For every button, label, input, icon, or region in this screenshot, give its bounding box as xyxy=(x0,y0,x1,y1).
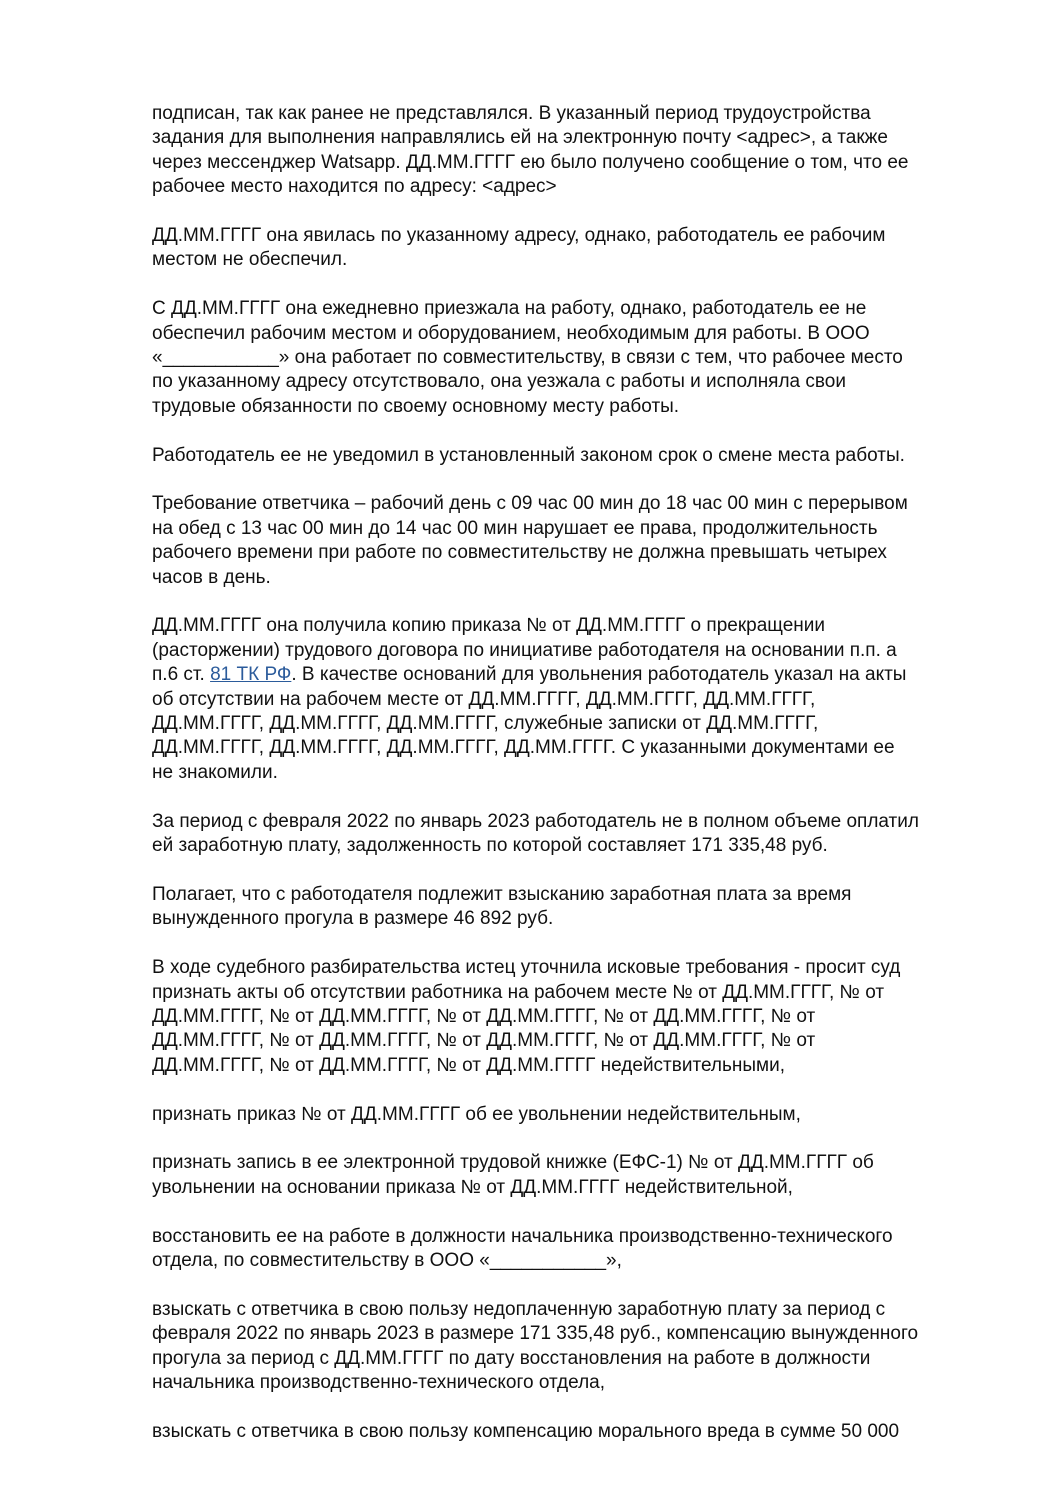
text-line: об отсутствии на рабочем месте от ДД.ММ.ГГГГ, ДД.ММ.ГГГГ, ДД.ММ.ГГГГ, xyxy=(152,688,816,710)
text-line: ДД.ММ.ГГГГ, № от ДД.ММ.ГГГГ, № от ДД.ММ.ГГГГ недействительными, xyxy=(152,1054,785,1076)
text-line: не знакомили. xyxy=(152,761,278,783)
text-line: взыскать с ответчика в свою пользу недоплаченную заработную плату за период с xyxy=(152,1298,886,1320)
paragraph-forced-absence xyxy=(152,883,992,932)
text-line: ДД.ММ.ГГГГ, ДД.ММ.ГГГГ, ДД.ММ.ГГГГ, ДД.ММ.ГГГГ. С указанными документами ее xyxy=(152,737,895,759)
text-line: прогула за период с ДД.ММ.ГГГГ по дату восстановления на работе в должности xyxy=(152,1347,871,1369)
text-line: восстановить ее на работе в должности начальника производственно-технического xyxy=(152,1225,893,1247)
text-line: часов в день. xyxy=(152,566,271,588)
text-line: (расторжении) трудового договора по инициативе работодателя на основании п.п. а xyxy=(152,639,897,661)
text-line: «___________» она работает по совместительству, в связи с тем, что рабочее место xyxy=(152,347,903,369)
text-line: Работодатель ее не уведомил в установленный законом срок о смене места работы. xyxy=(152,444,905,466)
text-line: В ходе судебного разбирательства истец уточнила исковые требования - просит суд xyxy=(152,957,901,979)
text-line: За период с февраля 2022 по январь 2023 работодатель не в полном объеме оплатил xyxy=(152,810,919,832)
text-line: трудовые обязанности по своему основному месту работы. xyxy=(152,395,680,417)
paragraph-arrival xyxy=(152,224,992,273)
text-line: февраля 2022 по январь 2023 в размере 171 335,48 руб., компенсацию вынужденного xyxy=(152,1323,919,1345)
text-line: подписан, так как ранее не представлялся. В указанный период трудоустройства xyxy=(152,103,871,124)
text-line: ДД.ММ.ГГГГ, ДД.ММ.ГГГГ, ДД.ММ.ГГГГ, служебные записки от ДД.ММ.ГГГГ, xyxy=(152,713,819,735)
paragraph-reinstate xyxy=(152,1225,992,1274)
paragraph-clarified-claims xyxy=(152,956,992,1078)
text-line: Требование ответчика – рабочий день с 09 час 00 мин до 18 час 00 мин с перерывом xyxy=(152,493,908,515)
text-line: Полагает, что с работодателя подлежит взысканию заработная плата за время xyxy=(152,883,852,905)
text-line: местом не обеспечил. xyxy=(152,249,348,271)
text-line: рабочего времени при работе по совместительству не должна превышать четырех xyxy=(152,542,887,564)
paragraph-salary-debt xyxy=(152,810,992,859)
text-line: задания для выполнения направлялись ей на электронную почту <адрес>, а также xyxy=(152,127,888,149)
text-line: рабочее место находится по адресу: <адрес> xyxy=(152,176,557,198)
text-line-suffix: . В качестве оснований для увольнения работодатель указал на акты xyxy=(291,664,907,686)
paragraph-working-hours xyxy=(152,492,992,590)
text-line: С ДД.ММ.ГГГГ она ежедневно приезжала на работу, однако, работодатель ее не xyxy=(152,298,867,320)
text-line: по указанному адресу отсутствовало, она уезжала с работы и исполняла свои xyxy=(152,371,846,393)
text-line: ДД.ММ.ГГГГ, № от ДД.ММ.ГГГГ, № от ДД.ММ.ГГГГ, № от ДД.ММ.ГГГГ, № от xyxy=(152,1005,816,1027)
text-line: ДД.ММ.ГГГГ она явилась по указанному адресу, однако, работодатель ее рабочим xyxy=(152,225,886,247)
paragraph-invalidate-record xyxy=(152,1151,992,1200)
law-article-link[interactable]: 81 ТК РФ xyxy=(210,664,292,686)
text-line: обеспечил рабочим местом и оборудованием, необходимым для работы. В ООО xyxy=(152,322,870,344)
text-line: признать приказ № от ДД.ММ.ГГГГ об ее увольнении недействительным, xyxy=(152,1103,801,1125)
text-line: отдела, по совместительству в ООО «___________», xyxy=(152,1249,622,1271)
text-line: на обед с 13 час 00 мин до 14 час 00 мин нарушает ее права, продолжительность xyxy=(152,517,878,539)
paragraph-daily-attendance xyxy=(152,297,992,419)
paragraph-recover-salary xyxy=(152,1298,992,1396)
text-line: вынужденного прогула в размере 46 892 руб. xyxy=(152,908,554,930)
text-line: через мессенджер Watsapp. ДД.ММ.ГГГГ ею было получено сообщение о том, что ее xyxy=(152,151,909,173)
text-line: ей заработную плату, задолженность по которой составляет 171 335,48 руб. xyxy=(152,835,828,857)
document-body xyxy=(152,102,992,1469)
text-line: ДД.ММ.ГГГГ, № от ДД.ММ.ГГГГ, № от ДД.ММ.ГГГГ, № от ДД.ММ.ГГГГ, № от xyxy=(152,1030,816,1052)
text-line: увольнении на основании приказа № от ДД.ММ.ГГГГ недействительной, xyxy=(152,1176,793,1198)
text-line: признать акты об отсутствии работника на рабочем месте № от ДД.ММ.ГГГГ, № от xyxy=(152,981,885,1003)
paragraph-dismissal-order xyxy=(152,614,992,785)
paragraph-no-notice xyxy=(152,444,992,468)
text-line-prefix: п.6 ст. xyxy=(152,664,211,686)
text-line: ДД.ММ.ГГГГ она получила копию приказа № от ДД.ММ.ГГГГ о прекращении xyxy=(152,615,825,637)
text-line: начальника производственно-технического отдела, xyxy=(152,1371,606,1393)
paragraph-invalidate-order xyxy=(152,1103,992,1127)
text-line: признать запись в ее электронной трудовой книжке (ЕФС-1) № от ДД.ММ.ГГГГ об xyxy=(152,1152,874,1174)
paragraph-task-assignment xyxy=(152,102,992,200)
paragraph-moral-damage xyxy=(152,1420,992,1444)
text-line: взыскать с ответчика в свою пользу компенсацию морального вреда в сумме 50 000 xyxy=(152,1420,900,1442)
